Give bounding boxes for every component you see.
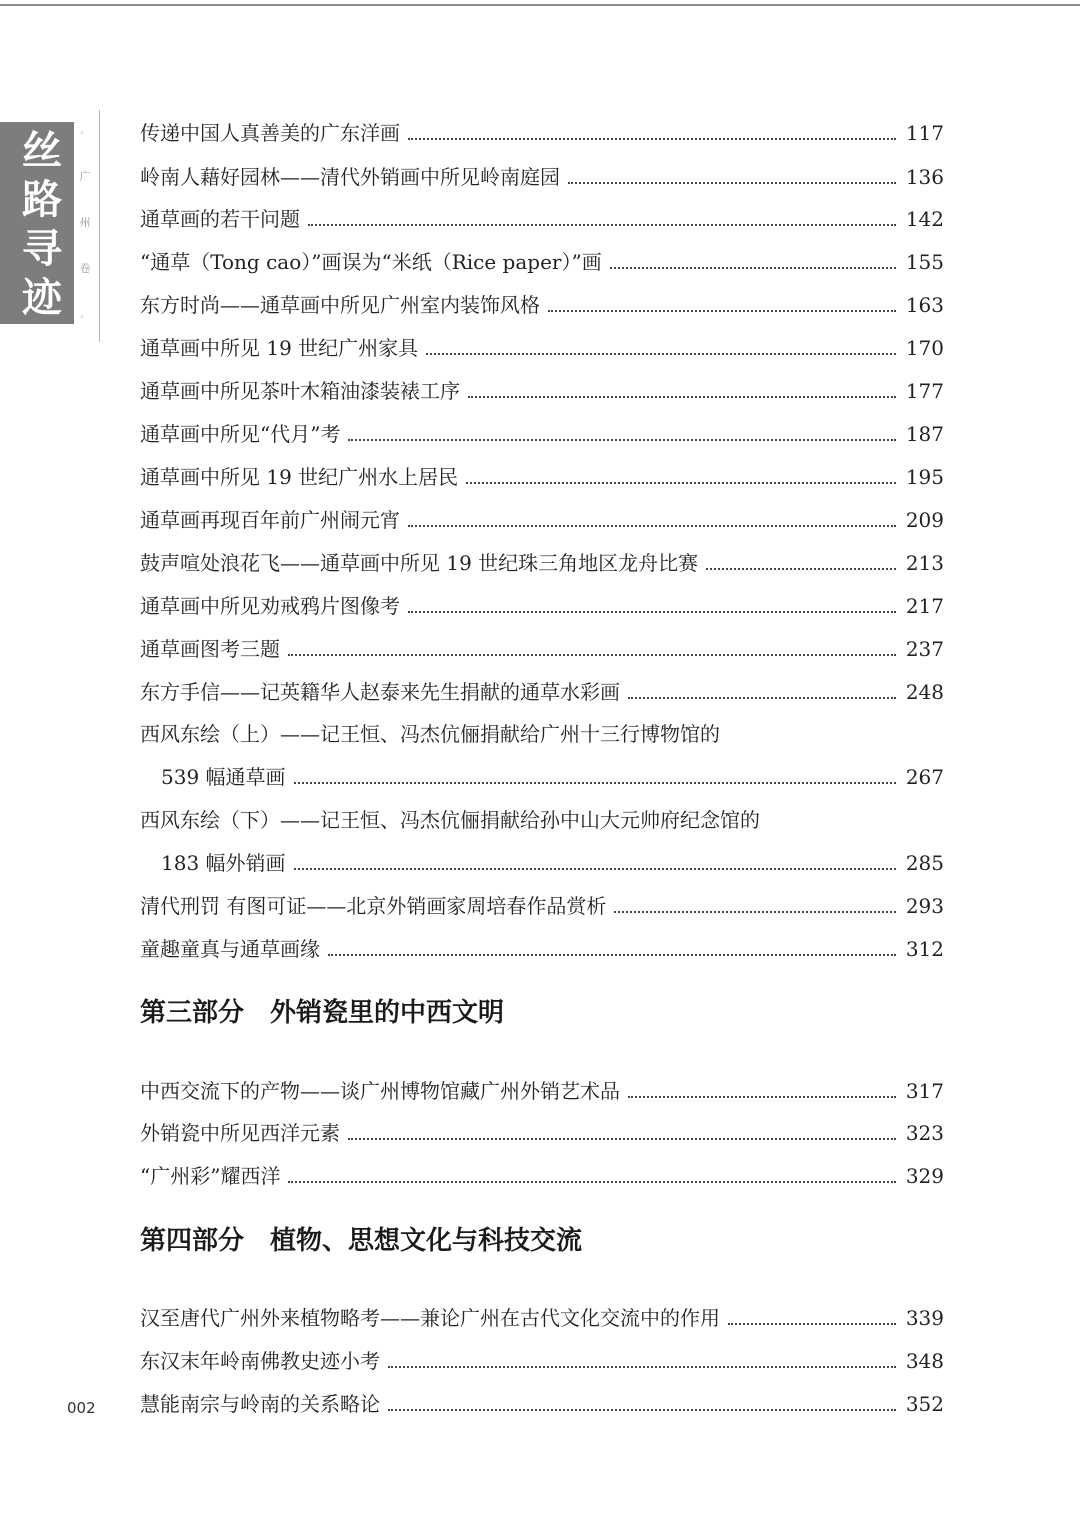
toc-entry-page: 187 — [905, 422, 944, 446]
toc-leader-dots — [426, 347, 896, 355]
toc-leader-dots — [610, 261, 896, 269]
toc-leader-dots — [348, 433, 895, 441]
toc-entry-title: 通草画中所见 19 世纪广州水上居民 — [140, 465, 459, 489]
toc-entry-title: 东方手信——记英籍华人赵泰来先生捐献的通草水彩画 — [140, 680, 620, 704]
toc-entry-page: 248 — [905, 680, 944, 704]
toc-entry-title: 岭南人藉好园林——清代外销画中所见岭南庭园 — [140, 165, 560, 189]
toc-entry-title: 传递中国人真善美的广东洋画 — [140, 121, 400, 145]
toc-entry[interactable] — [140, 374, 944, 408]
section-heading-part3: 第三部分 外销瓷里的中西文明 — [140, 998, 505, 1028]
toc-leader-dots — [706, 562, 896, 570]
toc-entry-title: 慧能南宗与岭南的关系略论 — [140, 1392, 380, 1416]
toc-entry[interactable] — [140, 245, 944, 279]
toc-entry-title: 外销瓷中所见西洋元素 — [140, 1121, 340, 1145]
toc-leader-dots — [628, 691, 896, 699]
toc-entry[interactable] — [161, 760, 944, 794]
toc-entry[interactable] — [140, 546, 944, 580]
toc-entry-page: 312 — [905, 937, 944, 961]
toc-entry[interactable] — [140, 589, 944, 623]
toc-entry-title: 鼓声喧处浪花飞——通草画中所见 19 世纪珠三角地区龙舟比赛 — [140, 551, 699, 575]
toc-entry[interactable] — [140, 1344, 944, 1378]
toc-entry-title: 童趣童真与通草画缘 — [140, 937, 320, 961]
toc-leader-dots — [348, 1132, 896, 1140]
toc-entry[interactable] — [140, 889, 944, 923]
toc-leader-dots — [408, 605, 896, 613]
toc-leader-dots — [328, 948, 896, 956]
toc-entry-page: 217 — [905, 594, 944, 618]
toc-entry[interactable] — [161, 846, 944, 880]
book-title-char: 寻 — [22, 225, 62, 272]
toc-entry[interactable] — [140, 632, 944, 666]
toc-leader-dots — [628, 1090, 896, 1098]
toc-leader-dots — [468, 390, 896, 398]
toc-entry-title: 通草画中所见“代月”考 — [140, 422, 341, 446]
toc-entry-title-line2: 539 幅通草画 — [161, 765, 286, 789]
toc-entry-page: 293 — [905, 894, 944, 918]
toc-entry[interactable] — [140, 460, 944, 494]
toc-leader-dots — [408, 519, 896, 527]
toc-entry-title: 通草画中所见 19 世纪广州家具 — [140, 336, 419, 360]
toc-entry-title: 清代刑罚 有图可证——北京外销画家周培春作品赏析 — [140, 894, 607, 918]
toc-entry[interactable] — [140, 503, 944, 537]
toc-leader-dots — [614, 905, 895, 913]
toc-entry-page: 267 — [905, 765, 944, 789]
toc-entry-page: 117 — [905, 121, 944, 145]
toc-entry[interactable] — [140, 1074, 944, 1108]
toc-entry-title: 汉至唐代广州外来植物略考——兼论广州在古代文化交流中的作用 — [140, 1306, 720, 1330]
book-title-char: 丝 — [22, 127, 62, 174]
toc-entry-page: 237 — [905, 637, 944, 661]
toc-entry-page: 329 — [905, 1164, 944, 1188]
toc-entry[interactable] — [140, 1301, 944, 1335]
toc-entry-title: 中西交流下的产物——谈广州博物馆藏广州外销艺术品 — [140, 1079, 620, 1103]
toc-entry-page: 285 — [905, 851, 944, 875]
toc-entry-page: 352 — [905, 1392, 944, 1416]
toc-entry-page: 317 — [905, 1079, 944, 1103]
toc-entry-title: “广州彩”耀西洋 — [140, 1164, 281, 1188]
toc-entry[interactable] — [140, 160, 944, 194]
page-number: 002 — [67, 1399, 96, 1417]
toc-leader-dots — [388, 1403, 896, 1411]
toc-entry-title: 东方时尚——通草画中所见广州室内装饰风格 — [140, 293, 540, 317]
toc-entry-title: 通草画中所见劝戒鸦片图像考 — [140, 594, 400, 618]
toc-entry-title: 东汉末年岭南佛教史迹小考 — [140, 1349, 380, 1373]
toc-entry-page: 155 — [905, 250, 944, 274]
toc-leader-dots — [466, 476, 896, 484]
toc-entry[interactable] — [140, 331, 944, 365]
sidebar-divider — [99, 110, 100, 342]
toc-entry[interactable] — [140, 932, 944, 966]
toc-leader-dots — [294, 776, 896, 784]
subtitle-char: 广 — [79, 170, 91, 183]
toc-leader-dots — [728, 1317, 896, 1325]
toc-entry-page: 136 — [905, 165, 944, 189]
toc-entry-title: 通草画再现百年前广州闹元宵 — [140, 508, 400, 532]
book-title-char: 路 — [22, 176, 62, 223]
toc-entry[interactable] — [140, 1159, 944, 1193]
volume-subtitle-vertical — [74, 122, 96, 324]
top-rule — [0, 0, 1080, 6]
toc-entry-page: 142 — [905, 207, 944, 231]
toc-entry-page: 177 — [905, 379, 944, 403]
toc-entry-page: 339 — [905, 1306, 944, 1330]
toc-leader-dots — [288, 1175, 895, 1183]
toc-entry[interactable] — [140, 202, 944, 236]
toc-leader-dots — [408, 132, 896, 140]
toc-entry-title: 通草画图考三题 — [140, 637, 280, 661]
toc-entry[interactable] — [140, 1387, 944, 1421]
book-title-vertical — [10, 126, 74, 322]
subtitle-char: 。 — [80, 126, 90, 136]
toc-entry-page: 209 — [905, 508, 944, 532]
toc-entry-title-line2: 183 幅外销画 — [161, 851, 286, 875]
toc-leader-dots — [568, 176, 896, 184]
toc-entry-page: 213 — [905, 551, 944, 575]
toc-entry-title: 通草画的若干问题 — [140, 207, 300, 231]
toc-entry-page: 170 — [905, 336, 944, 360]
toc-entry-title: “通草（Tong cao）”画误为“米纸（Rice paper）”画 — [140, 250, 602, 274]
toc-entry[interactable] — [140, 1116, 944, 1150]
subtitle-char: 。 — [80, 310, 90, 320]
toc-leader-dots — [288, 648, 896, 656]
toc-leader-dots — [294, 862, 896, 870]
toc-entry[interactable] — [140, 116, 944, 150]
subtitle-char: 卷 — [79, 262, 91, 275]
toc-entry-title: 通草画中所见茶叶木箱油漆装裱工序 — [140, 379, 460, 403]
toc-entry-page: 323 — [905, 1121, 944, 1145]
toc-entry-title-line1[interactable]: 西风东绘（下）——记王恒、冯杰伉俪捐献给孙中山大元帅府纪念馆的 — [140, 808, 760, 832]
toc-entry[interactable] — [140, 417, 944, 451]
toc-leader-dots — [388, 1360, 896, 1368]
toc-leader-dots — [548, 304, 896, 312]
toc-entry-page: 348 — [905, 1349, 944, 1373]
toc-entry-page: 195 — [905, 465, 944, 489]
toc-leader-dots — [308, 218, 896, 226]
toc-entry[interactable] — [140, 288, 944, 322]
toc-entry[interactable] — [140, 675, 944, 709]
section-heading-part4: 第四部分 植物、思想文化与科技交流 — [140, 1226, 583, 1256]
subtitle-char: 州 — [79, 216, 91, 229]
book-title-char: 迹 — [22, 274, 62, 321]
toc-entry-title-line1[interactable]: 西风东绘（上）——记王恒、冯杰伉俪捐献给广州十三行博物馆的 — [140, 722, 720, 746]
toc-entry-page: 163 — [905, 293, 944, 317]
